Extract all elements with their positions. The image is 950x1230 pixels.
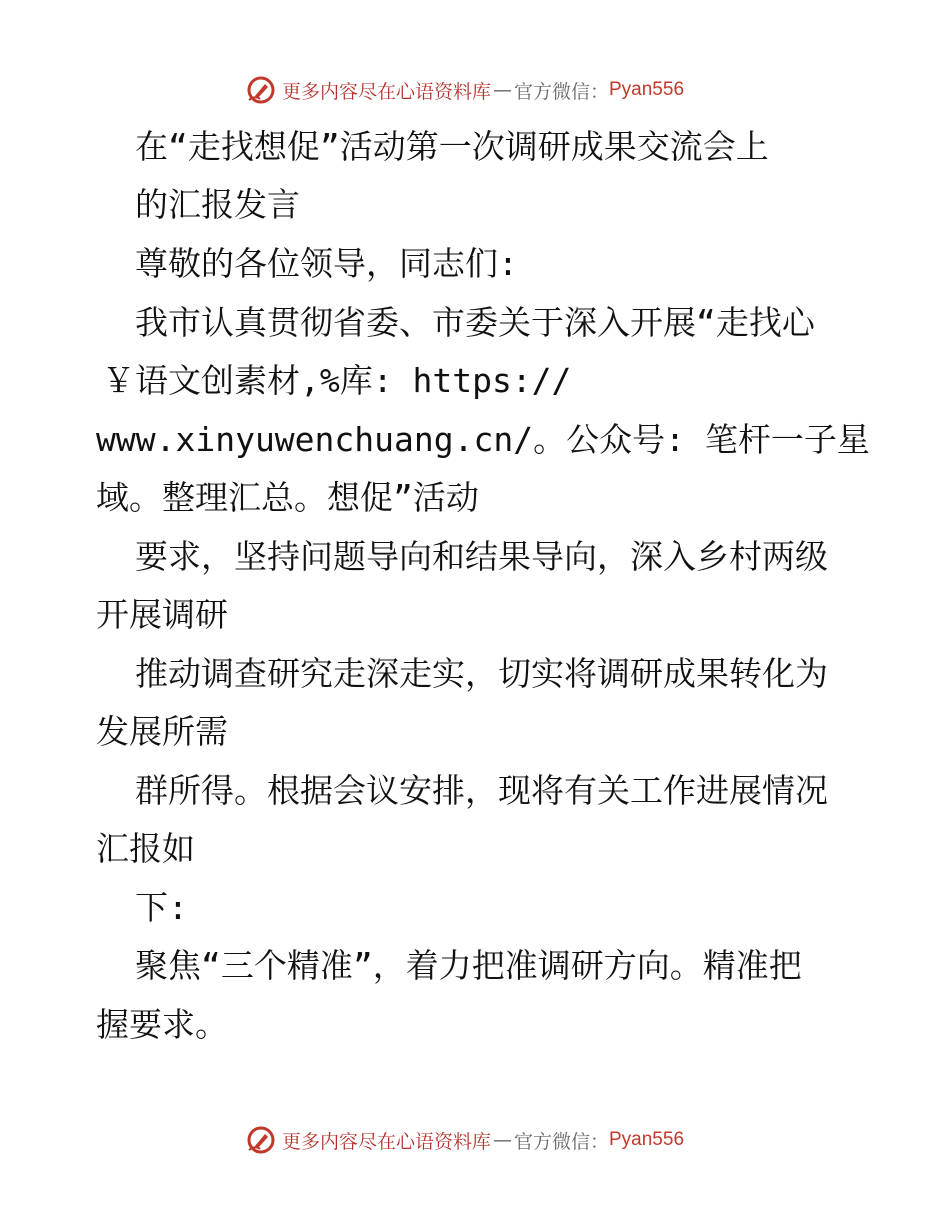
banner-slogan: 更多内容尽在心语资料库 <box>281 1130 491 1153</box>
doc-paragraph-line: 聚焦“三个精准”，着力把准调研方向。精准把 <box>135 946 802 985</box>
header-banner <box>0 70 950 110</box>
banner-wechat-label: 官方微信： <box>513 1130 609 1153</box>
doc-paragraph-line: 下: <box>135 888 188 927</box>
doc-paragraph-line: 汇报如 <box>96 829 195 868</box>
doc-paragraph-line: 握要求。 <box>96 1005 228 1044</box>
doc-paragraph-line: 群所得。根据会议安排，现将有关工作进展情况 <box>135 771 828 810</box>
doc-paragraph-line: 要求，坚持问题导向和结果导向，深入乡村两级 <box>135 537 828 576</box>
banner-wechat-id: Pyan556 <box>609 1129 685 1150</box>
banner-dash: — <box>492 1129 512 1151</box>
banner-wechat-label: 官方微信： <box>513 80 609 103</box>
doc-paragraph-line: 开展调研 <box>96 595 228 634</box>
doc-paragraph-line: ￥语文创素材,%库: https:// <box>102 361 572 400</box>
doc-paragraph-line: 我市认真贯彻省委、市委关于深入开展“走找心 <box>135 303 815 342</box>
doc-title-line-1: 在“走找想促”活动第一次调研成果交流会上 <box>135 127 769 166</box>
footer-banner <box>0 1120 950 1160</box>
banner-wechat-id: Pyan556 <box>609 79 685 100</box>
banner-dash: — <box>492 79 512 101</box>
banner-slogan: 更多内容尽在心语资料库 <box>281 80 491 103</box>
doc-paragraph-line: www.xinyuwenchuang.cn/。公众号: 笔杆一子星 <box>96 420 870 459</box>
pen-logo-icon <box>246 75 276 105</box>
doc-paragraph-line: 发展所需 <box>96 712 228 751</box>
pen-logo-icon <box>246 1125 276 1155</box>
doc-paragraph-line: 域。整理汇总。想促”活动 <box>96 478 479 517</box>
doc-paragraph-line: 推动调查研究走深走实，切实将调研成果转化为 <box>135 654 828 693</box>
doc-title-line-2: 的汇报发言 <box>135 185 300 224</box>
doc-salutation: 尊敬的各位领导，同志们: <box>135 244 518 283</box>
